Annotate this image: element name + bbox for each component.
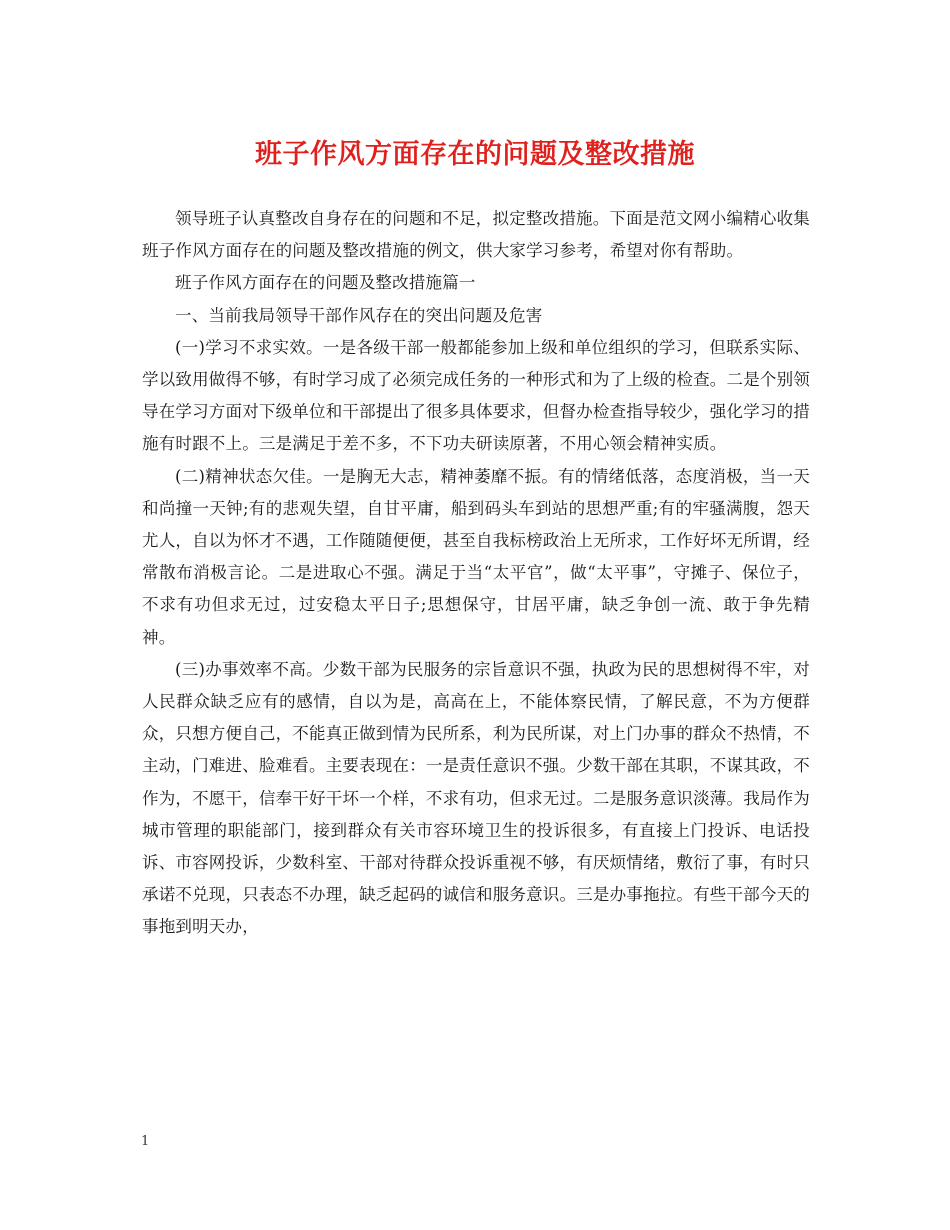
body-paragraph: (三)办事效率不高。少数干部为民服务的宗旨意识不强，执政为民的思想树得不牢，对人民群众缺乏应有的感情，自以为是，高高在上，不能体察民情，了解民意，不为方便群众，只想方便自己，不能真正做到情为民所系，利为民所谋，对上门办事的群众不热情，不主动，门难进、脸难看。主要表现在：一是责任意识不强。少数干部在其职，不谋其政，不作为，不愿干，信奉干好干坏一个样，不求有功，但求无过。二是服务意识淡薄。我局作为城市管理的职能部门，接到群众有关市容环境卫生的投诉很多，有直接上门投诉、电话投诉、市容网投诉，少数科室、干部对待群众投诉重视不够，有厌烦情绪，敷衍了事，有时只承诺不兑现，只表态不办理，缺乏起码的诚信和服务意识。三是办事拖拉。有些干部今天的事拖到明天办，: [142, 659, 810, 937]
page-number: 1: [141, 1134, 150, 1149]
body-paragraph: (二)精神状态欠佳。一是胸无大志，精神萎靡不振。有的情绪低落，态度消极，当一天和尚撞一天钟;有的悲观失望，自甘平庸，船到码头车到站的思想严重;有的牢骚满腹，怨天尤人，自以为怀才不遇，工作随随便便，甚至自我标榜政治上无所求，工作好坏无所谓，经常散布消极言论。二是进取心不强。满足于当“太平官”，做“太平事”，守摊子、保位子，不求有功但求无过，过安稳太平日子;思想保守，甘居平庸，缺乏争创一流、敢于争先精神。: [142, 466, 810, 647]
document-body: [142, 203, 810, 944]
body-paragraph: (一)学习不求实效。一是各级干部一般都能参加上级和单位组织的学习，但联系实际、学以致用做得不够，有时学习成了必须完成任务的一种形式和为了上级的检查。二是个别领导在学习方面对下级单位和干部提出了很多具体要求，但督办检查指导较少，强化学习的措施有时跟不上。三是满足于差不多，不下功夫研读原著，不用心领会精神实质。: [142, 337, 810, 454]
intro-paragraph: 领导班子认真整改自身存在的问题和不足，拟定整改措施。下面是范文网小编精心收集班子作风方面存在的问题及整改措施的例文，供大家学习参考，希望对你有帮助。: [142, 209, 810, 261]
document-title: 班子作风方面存在的问题及整改措施: [255, 139, 695, 170]
subsection-heading: 一、当前我局领导干部作风存在的突出问题及危害: [175, 305, 543, 325]
section-heading: 班子作风方面存在的问题及整改措施篇一: [175, 273, 476, 293]
